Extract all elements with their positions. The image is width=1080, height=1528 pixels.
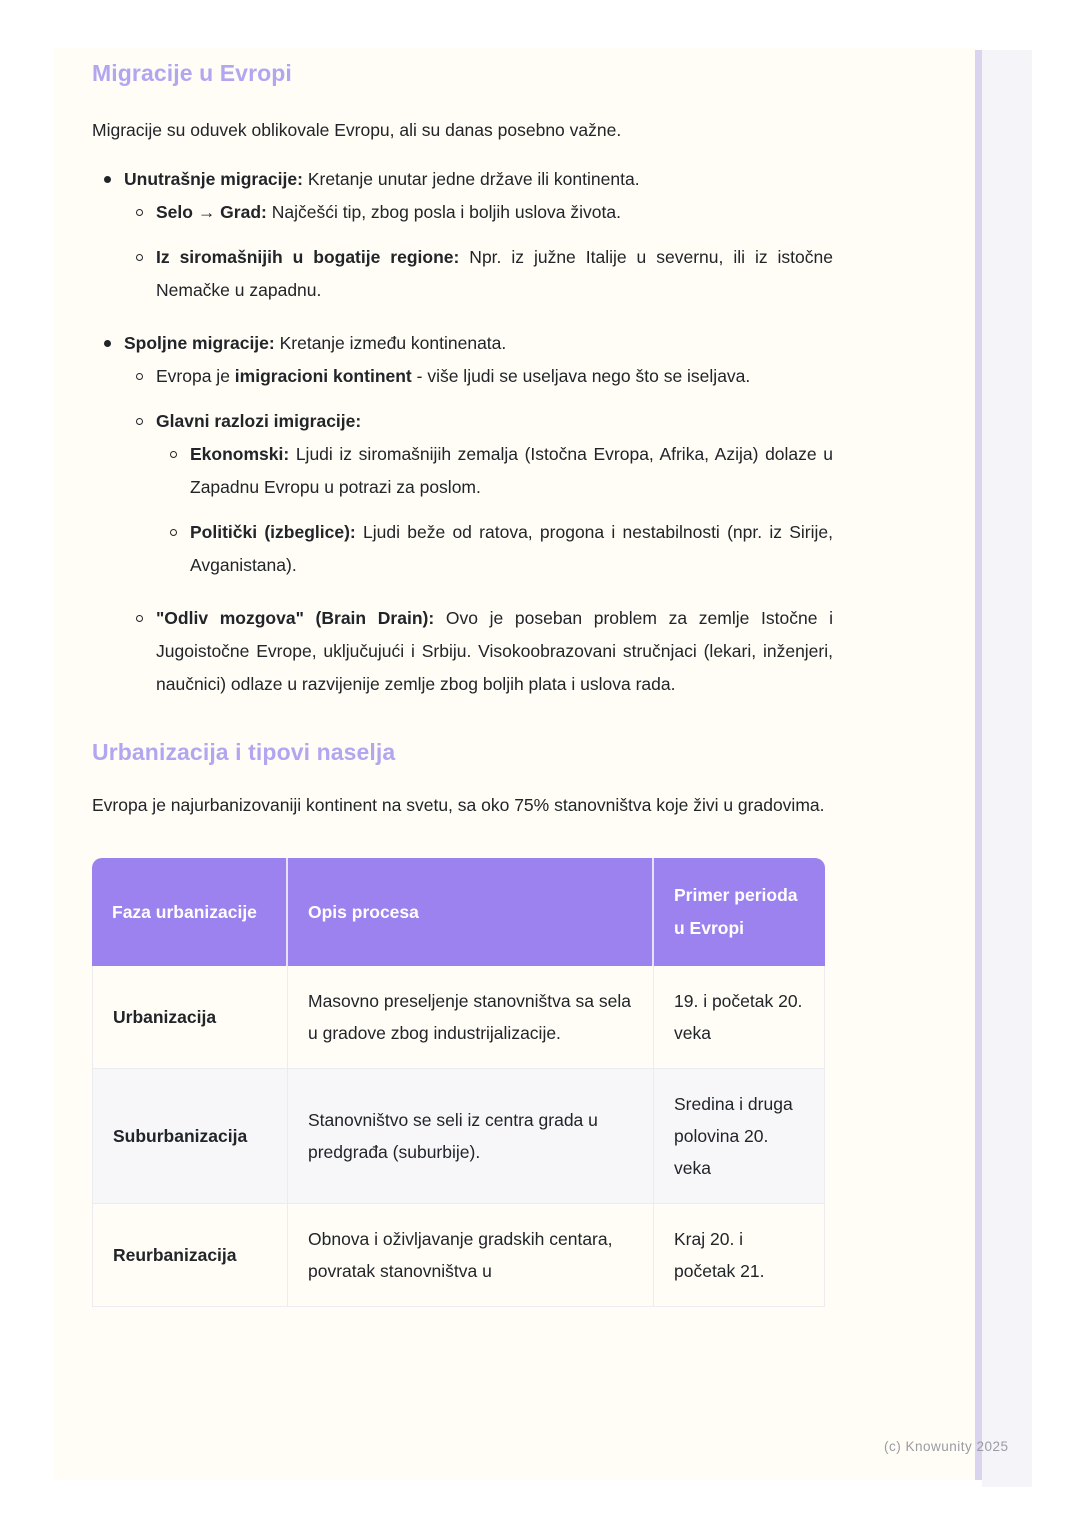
bullet-disc-icon [104,340,111,347]
urbanization-table-header [92,858,825,966]
migration-list [92,163,833,701]
bullet-circle-icon [136,254,143,261]
list-item [92,163,833,196]
page-content [92,48,833,1307]
list-item [92,405,833,438]
viewer-gutter [982,50,1032,1487]
list-item-bold-text: Selo → Grad: [156,202,267,222]
table-header-cell: Primer perioda u Evropi [654,858,825,966]
list-item-bold-text: Unutrašnje migracije: [124,169,303,189]
bullet-circle-icon [170,529,177,536]
section-title-urbanizacija: Urbanizacija i tipovi naselja [92,739,396,765]
table-row [92,966,825,1069]
page-scrollbar[interactable] [975,50,982,1480]
bullet-circle-icon [136,418,143,425]
list-item [92,602,833,701]
urbanization-table [92,858,825,1307]
list-item-text: - više ljudi se useljava nego što se iseljava. [411,366,751,386]
table-cell-faza: Urbanizacija [92,966,288,1069]
list-item-bold-text: Politički (izbeglice): [190,522,356,542]
list-item-text: Evropa je [156,366,235,386]
table-cell-period: 19. i početak 20. veka [654,966,825,1069]
table-header-cell: Faza urbanizacije [92,858,288,966]
table-cell-opis: Masovno preseljenje stanovništva sa sela u gradove zbog industrijalizacije. [288,966,654,1069]
list-item-text: Kretanje između kontinenata. [274,333,507,353]
list-item-text: Ljudi iz siromašnijih zemalja (Istočna Evropa, Afrika, Azija) dolaze u Zapadnu Evropu u potrazi za poslom. [190,444,833,497]
list-item-text: Kretanje unutar jedne države ili kontinenta. [302,169,640,189]
list-item-bold-text: Iz siromašnijih u bogatije regione: [156,247,460,267]
urbanizacija-intro-paragraph: Evropa je najurbanizovaniji kontinent na svetu, sa oko 75% stanovništva koje živi u gradovima. [92,795,825,815]
list-item [92,327,833,360]
table-row [92,1204,825,1307]
bullet-circle-icon [136,615,143,622]
list-item [92,438,833,504]
list-item-bold-text: Glavni razlozi imigracije: [156,411,362,431]
list-item-text: Ljudi beže od ratova, progona i nestabilnosti (npr. iz Sirije, Avganistana). [190,522,833,575]
table-cell-faza: Reurbanizacija [92,1204,288,1307]
list-item-bold-text: "Odliv mozgova" (Brain Drain): [156,608,435,628]
list-item [92,196,833,229]
bullet-circle-icon [136,209,143,216]
section-title-migracije: Migracije u Evropi [92,60,292,86]
list-item [92,360,833,393]
table-cell-opis: Obnova i oživljavanje gradskih centara, povratak stanovništva u [288,1204,654,1307]
list-item-bold-text: imigracioni kontinent [234,366,412,386]
list-item-bold-text: Ekonomski: [190,444,290,464]
bullet-circle-icon [136,373,143,380]
list-item [92,241,833,307]
table-cell-faza: Suburbanizacija [92,1069,288,1204]
migracije-intro-paragraph: Migracije su oduvek oblikovale Evropu, ali su danas posebno važne. [92,120,622,140]
list-item-bold-text: Spoljne migracije: [124,333,275,353]
bullet-circle-icon [170,451,177,458]
list-item [92,516,833,582]
table-cell-opis: Stanovništvo se seli iz centra grada u predgrađa (suburbije). [288,1069,654,1204]
table-cell-period: Kraj 20. i početak 21. [654,1204,825,1307]
list-item-text: Npr. iz južne Italije u severnu, ili iz istočne Nemačke u zapadnu. [156,247,833,300]
list-item-text: Najčešći tip, zbog posla i boljih uslova života. [266,202,621,222]
bullet-disc-icon [104,176,111,183]
table-header-cell: Opis procesa [288,858,654,966]
table-cell-period: Sredina i druga polovina 20. veka [654,1069,825,1204]
list-item-text: Ovo je poseban problem za zemlje Istočne i Jugoistočne Evrope, uključujući i Srbiju. Visokoobrazovani stručnjaci (lekari, inženjeri, naučnici) odlaze u razvijenije zemlje zbog boljih plata i uslova rada. [156,608,834,694]
table-row [92,1069,825,1204]
document-page [53,48,977,1480]
knowunity-watermark: (c) Knowunity 2025 [884,1439,1009,1454]
